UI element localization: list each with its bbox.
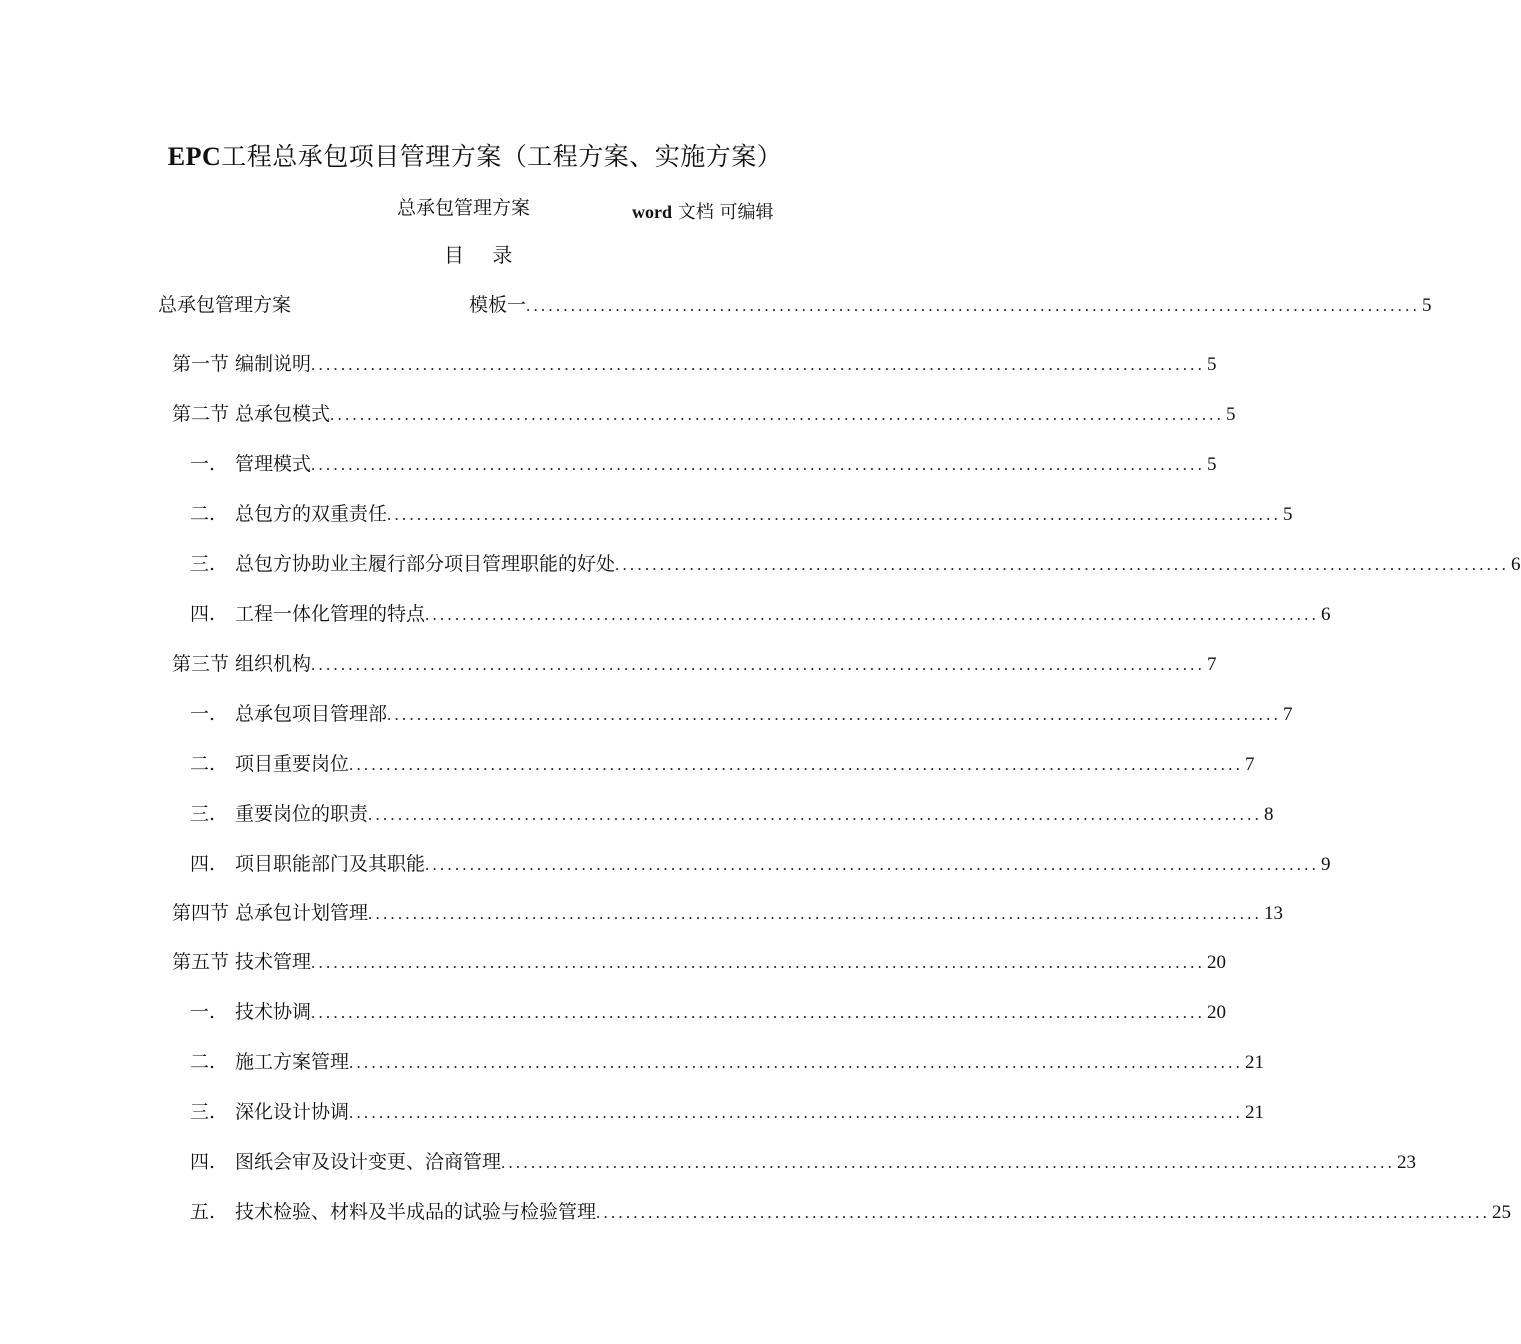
title-prefix: EPC: [167, 142, 222, 171]
editable-note-word: word: [632, 202, 672, 222]
toc-leader-dots: ........................................................................................................................: [425, 605, 1320, 624]
toc-entry-number: 三.: [190, 803, 216, 825]
toc-entry-title: 技术协调: [235, 1001, 312, 1023]
toc-entry[interactable]: [172, 898, 1284, 926]
toc-leader-dots: ........................................................................................................................: [368, 904, 1263, 923]
toc-leader-dots: ........................................................................................................................: [349, 755, 1244, 774]
toc-entry[interactable]: [190, 997, 1227, 1025]
toc-page-number: 5: [1422, 295, 1432, 316]
toc-leader-dots: ........................................................................................................................: [526, 296, 1421, 315]
toc-leader-dots: ........................................................................................................................: [311, 355, 1206, 374]
toc-entry-number: 四.: [190, 1151, 216, 1173]
toc-leader-dots: ........................................................................................................................: [501, 1153, 1396, 1172]
toc-entry[interactable]: [190, 1197, 1512, 1225]
toc-entry-title: 深化设计协调: [235, 1101, 350, 1123]
subtitle: 总承包管理方案: [397, 197, 531, 219]
toc-entry-title: 管理模式: [235, 453, 312, 475]
toc-page-number: 7: [1245, 754, 1255, 775]
toc-entry[interactable]: [158, 290, 1432, 318]
toc-entry[interactable]: [190, 749, 1255, 777]
toc-page-number: 9: [1321, 854, 1331, 875]
toc-entry-number: 四.: [190, 603, 216, 625]
toc-leader-dots: ........................................................................................................................: [349, 1053, 1244, 1072]
toc-leader-dots: ........................................................................................................................: [368, 805, 1263, 824]
toc-leader-dots: ........................................................................................................................: [330, 405, 1225, 424]
toc-page-number: 23: [1397, 1152, 1417, 1173]
toc-leader-dots: ........................................................................................................................: [596, 1203, 1491, 1222]
toc-entry-title: 第五节 技术管理: [172, 951, 312, 973]
toc-entry[interactable]: [190, 1097, 1265, 1125]
toc-page-number: 21: [1245, 1102, 1265, 1123]
toc-entry-label: [190, 499, 387, 526]
editable-note: [632, 198, 773, 224]
toc-entry-label: [190, 699, 387, 726]
toc-entry-label: [172, 349, 311, 376]
toc-page-number: 5: [1207, 454, 1217, 475]
toc-entry-title: 第一节 编制说明: [172, 353, 312, 375]
toc-leader-dots: ........................................................................................................................: [311, 1003, 1206, 1022]
toc-entry[interactable]: [190, 1047, 1265, 1075]
toc-entry-label: [190, 997, 311, 1024]
title-text: 工程总承包项目管理方案（工程方案、实施方案）: [221, 142, 783, 171]
toc-page-number: 13: [1264, 903, 1284, 924]
toc-entry-label: [190, 549, 615, 576]
toc-entry-label: [172, 898, 368, 925]
toc-entry-number: 二.: [190, 753, 216, 775]
toc-entry-label: [190, 849, 425, 876]
toc-page-number: 5: [1283, 504, 1293, 525]
toc-entry-title: 项目职能部门及其职能: [235, 853, 426, 875]
toc-entry-number: 一.: [190, 1001, 216, 1023]
toc-entry-label: [158, 290, 291, 317]
toc-page-number: 7: [1283, 704, 1293, 725]
toc-entry-suffix: 模板一: [469, 294, 527, 316]
toc-entry-title: 总包方的双重责任: [235, 503, 388, 525]
toc-entry-number: 三.: [190, 553, 216, 575]
toc-page-number: 7: [1207, 654, 1217, 675]
editable-note-text: 文档 可编辑: [672, 202, 774, 223]
toc-entry[interactable]: [172, 349, 1217, 377]
toc-page-number: 8: [1264, 804, 1274, 825]
toc-entry-label: [190, 1047, 349, 1074]
toc-entry-label: [172, 399, 330, 426]
toc-entry-label: [172, 947, 311, 974]
toc-leader-dots: ........................................................................................................................: [615, 555, 1510, 574]
toc-leader-dots: ........................................................................................................................: [311, 455, 1206, 474]
toc-entry-label: [190, 1147, 501, 1174]
toc-page-number: 20: [1207, 952, 1227, 973]
toc-leader-dots: ........................................................................................................................: [311, 953, 1206, 972]
toc-entry-label: [190, 599, 425, 626]
toc-entry-title: 第四节 总承包计划管理: [172, 902, 369, 924]
toc-entry[interactable]: [190, 449, 1217, 477]
toc-entry-title: 总包方协助业主履行部分项目管理职能的好处: [235, 553, 616, 575]
toc-entry-number: 一.: [190, 703, 216, 725]
toc-entry-number: 三.: [190, 1101, 216, 1123]
toc-entry-number: 二.: [190, 503, 216, 525]
toc-entry-number: 四.: [190, 853, 216, 875]
toc-entry[interactable]: [172, 399, 1236, 427]
toc-entry-number: 一.: [190, 453, 216, 475]
toc-entry[interactable]: [190, 849, 1331, 877]
toc-entry[interactable]: [172, 947, 1227, 975]
toc-entry-label: [190, 749, 349, 776]
toc-entry-title: 图纸会审及设计变更、洽商管理: [235, 1151, 502, 1173]
toc-page-number: 6: [1321, 604, 1331, 625]
toc-leader-dots: ........................................................................................................................: [349, 1103, 1244, 1122]
toc-entry[interactable]: [190, 699, 1293, 727]
toc-entry-title: 施工方案管理: [235, 1051, 350, 1073]
document-title: [0, 137, 950, 173]
toc-entry[interactable]: [190, 549, 1521, 577]
toc-leader-dots: ........................................................................................................................: [387, 505, 1282, 524]
toc-entry-label: [172, 649, 311, 676]
toc-leader-dots: ........................................................................................................................: [311, 655, 1206, 674]
toc-heading: 目 录: [444, 243, 513, 267]
toc-entry[interactable]: [190, 1147, 1417, 1175]
toc-entry[interactable]: [190, 599, 1331, 627]
toc-page-number: 5: [1226, 404, 1236, 425]
toc-entry-number: 五.: [190, 1201, 216, 1223]
toc-entry-title: 项目重要岗位: [235, 753, 350, 775]
toc-entry-number: 二.: [190, 1051, 216, 1073]
toc-entry-label: [190, 1097, 349, 1124]
toc-entry-label: [190, 799, 368, 826]
toc-page-number: 25: [1492, 1202, 1512, 1223]
toc-entry-title: 重要岗位的职责: [235, 803, 369, 825]
toc-entry[interactable]: [190, 799, 1274, 827]
toc-page-number: 20: [1207, 1002, 1227, 1023]
toc-entry-label: [190, 1197, 596, 1224]
toc-entry-label: [190, 449, 311, 476]
toc-entry-title: 第三节 组织机构: [172, 653, 312, 675]
toc-entry-title: 总承包管理方案: [158, 294, 292, 316]
toc-entry[interactable]: [190, 499, 1293, 527]
toc-leader-dots: ........................................................................................................................: [425, 855, 1320, 874]
toc-page-number: 5: [1207, 354, 1217, 375]
toc-entry-title: 工程一体化管理的特点: [235, 603, 426, 625]
toc-leader-dots: ........................................................................................................................: [387, 705, 1282, 724]
toc-entry[interactable]: [172, 649, 1217, 677]
toc-entry-title: 第二节 总承包模式: [172, 403, 331, 425]
toc-page-number: 6: [1511, 554, 1521, 575]
toc-entry-title: 技术检验、材料及半成品的试验与检验管理: [235, 1201, 597, 1223]
toc-page-number: 21: [1245, 1052, 1265, 1073]
toc-entry-title: 总承包项目管理部: [235, 703, 388, 725]
